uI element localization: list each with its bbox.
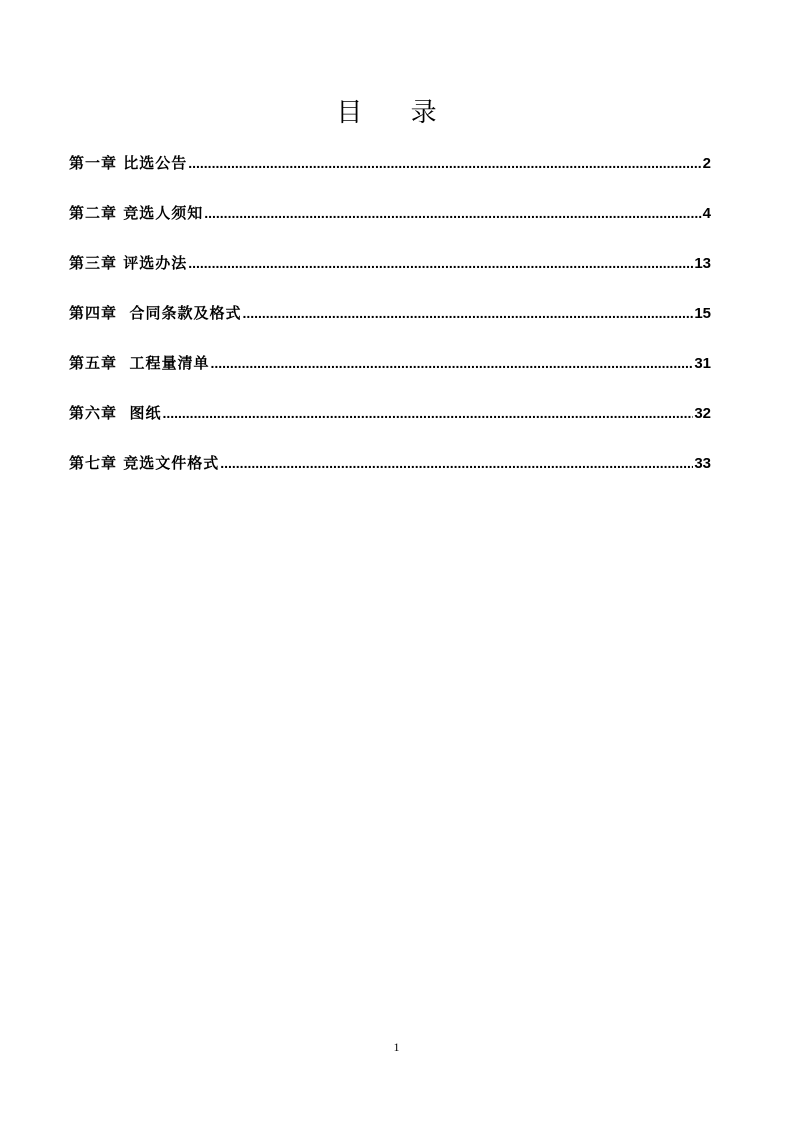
dot-leader: [220, 450, 693, 476]
toc-page-number: 4: [702, 205, 711, 222]
toc-chapter-label: 第六章 图纸: [69, 404, 162, 422]
toc-entry-2[interactable]: [69, 200, 711, 250]
dot-leader: [162, 400, 693, 426]
toc-page-number: 33: [694, 455, 711, 472]
dot-leader: [188, 250, 693, 276]
toc-entry-1[interactable]: [69, 150, 711, 200]
toc-page-number: 2: [702, 155, 711, 172]
toc-entry-3[interactable]: [69, 250, 711, 300]
toc-page-number: 31: [694, 355, 711, 372]
toc-page-number: 15: [694, 305, 711, 322]
toc-chapter-label: 第二章 竞选人须知: [69, 204, 204, 222]
toc-page-number: 32: [694, 405, 711, 422]
dot-leader: [210, 350, 693, 376]
toc-list: [69, 150, 711, 500]
toc-chapter-label: 第三章 评选办法: [69, 254, 188, 272]
dot-leader: [242, 300, 693, 326]
toc-entry-6[interactable]: [69, 400, 711, 450]
toc-title: 目 录: [336, 98, 457, 128]
toc-chapter-label: 第四章 合同条款及格式: [69, 304, 242, 322]
toc-entry-7[interactable]: [69, 450, 711, 500]
toc-page-number: 13: [694, 255, 711, 272]
dot-leader: [188, 150, 701, 176]
toc-chapter-label: 第五章 工程量清单: [69, 354, 210, 372]
page-number: 1: [393, 1040, 400, 1054]
toc-entry-4[interactable]: [69, 300, 711, 350]
toc-entry-5[interactable]: [69, 350, 711, 400]
toc-chapter-label: 第一章 比选公告: [69, 154, 188, 172]
toc-chapter-label: 第七章 竞选文件格式: [69, 454, 220, 472]
dot-leader: [204, 200, 701, 226]
